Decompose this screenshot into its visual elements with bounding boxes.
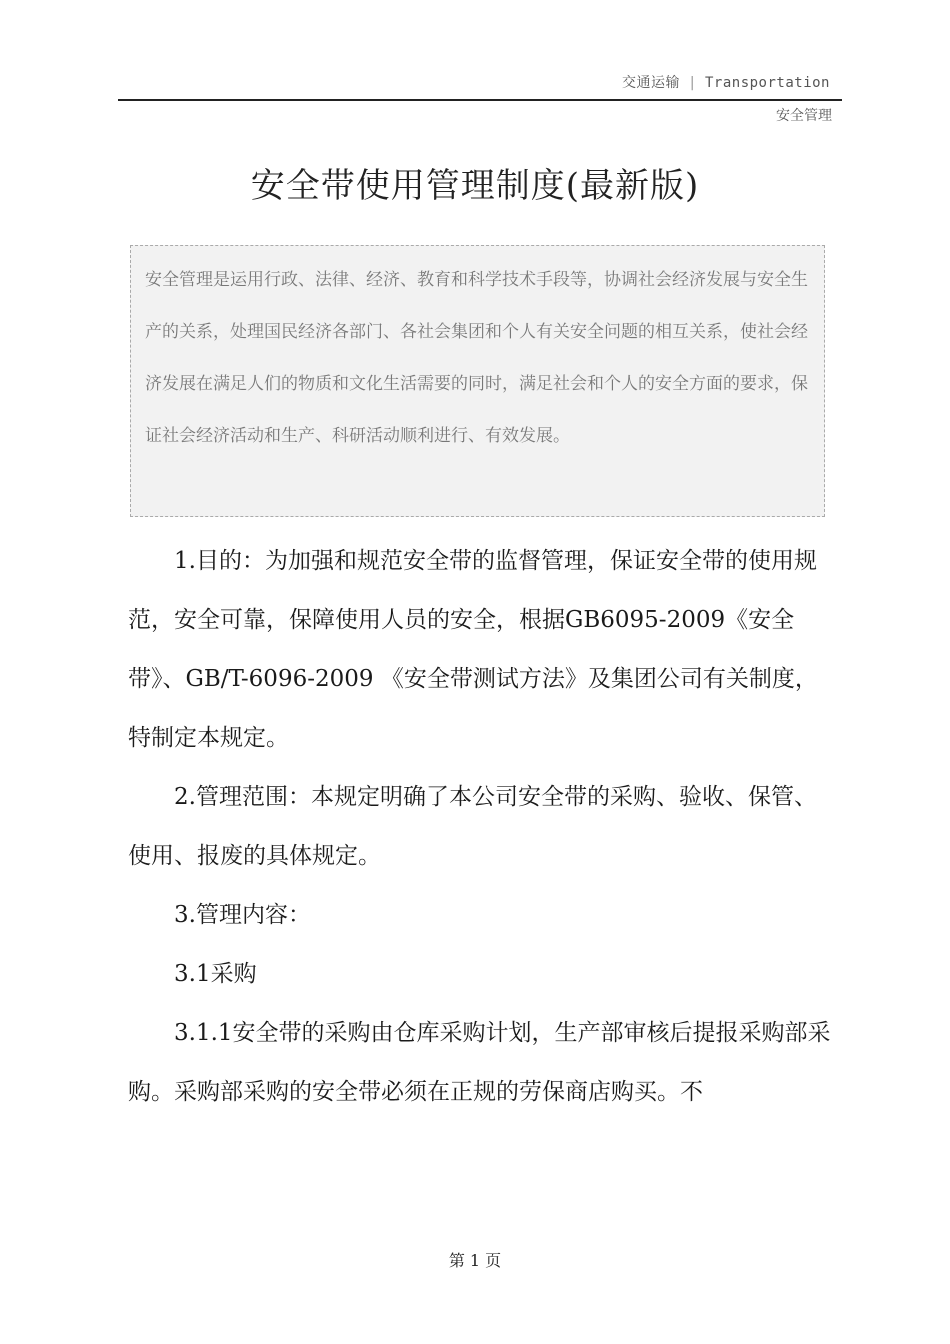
header-rule — [118, 99, 842, 101]
paragraph-scope: 2.管理范围：本规定明确了本公司安全带的采购、验收、保管、使用、报废的具体规定。 — [128, 784, 817, 869]
document-title: 安全带使用管理制度(最新版) — [250, 166, 700, 206]
paragraph-procurement-heading: 3.1采购 — [174, 961, 257, 987]
paragraph-purpose: 1.目的：为加强和规范安全带的监督管理，保证安全带的使用规范，安全可靠，保障使用人员的安全，根据GB6095-2009《安全带》、GB/T-6096-2009 《安全带测试方法》及集团公司有关制度，特制定本规定。 — [128, 548, 818, 751]
paragraph-procurement-detail: 3.1.1安全带的采购由仓库采购计划，生产部审核后提报采购部采购。采购部采购的安全带必须在正规的劳保商店购买。不 — [128, 1020, 831, 1105]
paragraph-content-heading: 3.管理内容： — [174, 902, 311, 928]
header-category — [622, 72, 830, 92]
header-separator: | — [688, 75, 697, 91]
header-subcategory: 安全管理 — [776, 108, 832, 124]
document-body — [128, 532, 833, 1122]
header-category-cn: 交通运输 — [622, 75, 681, 91]
header-category-en: Transportation — [704, 75, 830, 91]
page-number: 第 1 页 — [448, 1251, 502, 1270]
abstract-text: 安全管理是运用行政、法律、经济、教育和科学技术手段等，协调社会经济发展与安全生产的关系，处理国民经济各部门、各社会集团和个人有关安全问题的相互关系，使社会经济发展在满足人们的物质和文化生活需要的同时，满足社会和个人的安全方面的要求，保证社会经济活动和生产、科研活动顺利进行、有效发展。 — [145, 270, 808, 446]
abstract-box — [130, 245, 825, 517]
